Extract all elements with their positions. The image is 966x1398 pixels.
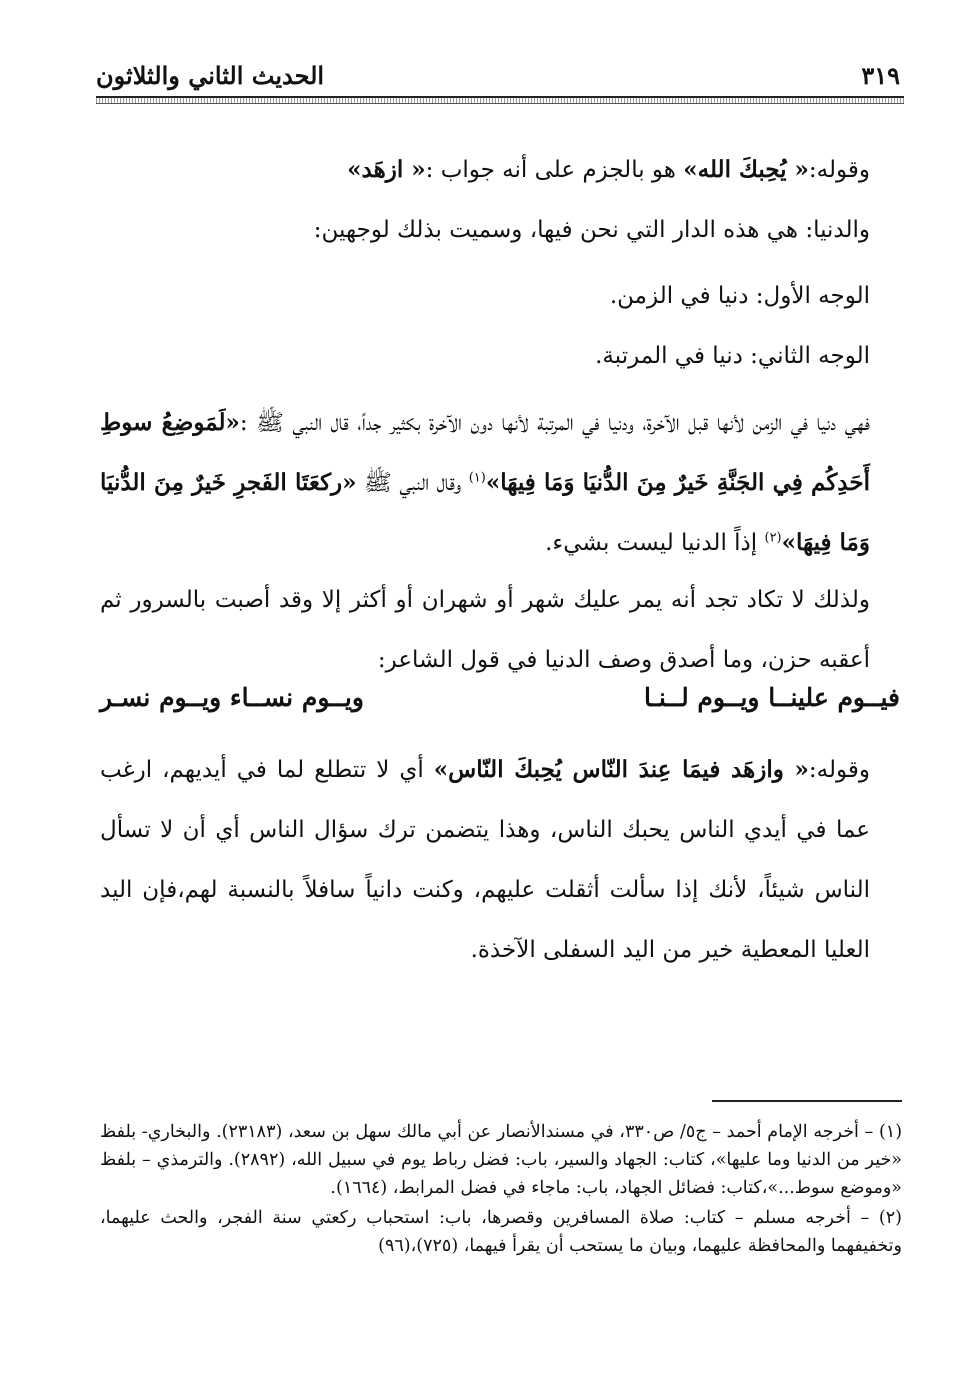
text-segment: وقوله: [808,157,870,183]
page-number: ٣١٩ [861,60,900,90]
paragraph-1 [100,140,870,200]
text-segment: وقوله: [808,757,870,783]
footnote-1: (١) – أخرجه الإمام أحمد – ج٥/ ص٣٣٠، في مسندالأنصار عن أبي مالك سهل بن سعد، (٢٣١٨٣). والبخاري- بلفظ «خير من الدنيا وما عليها»، كتاب: الجهاد والسير، باب: فضل رباط يوم في سبيل الله، (٢٨٩٢). والترمذي – بلفظ «وموضع سوط...»،كتاب: فضائل الجهاد، باب: ماجاء في فضل المرابط، (١٦٦٤). [100,1122,903,1198]
paragraph-5 [100,393,870,573]
text-segment: أي لا تتطلع لما في أيديهم، ارغب عما في أيدي الناس يحبك الناس، وهذا يتضمن ترك سؤال الناس أي أن لا تسأل الناس شيئاً، لأنك إذا سألت أثقلت عليهم، وكنت دانياً سافلاً بالنسبة لهم،فإن اليد العليا المعطية خير من اليد السفلى الآخذة. [100,757,870,963]
text-segment: وقال النبي ﷺ [356,470,469,496]
footnote-ref-2[interactable]: (٢) [764,530,782,546]
hadith-quote: « ازهَد» [347,156,426,183]
running-title: الحديث الثاني والثلاثون [96,60,325,90]
hadith-quote: « وازهَد فيمَا عِندَ النّاس يُحِبكَ النّاس» [433,756,809,783]
footnote-ref-1[interactable]: (١) [468,470,486,486]
text-segment: إذاً الدنيا ليست بشيء. [545,530,765,556]
hadith-quote: « يُحِبكَ الله» [683,156,809,183]
page-header [96,58,900,92]
poem-first-hemistich: فيــوم علينــا ويــوم لــنـا [643,682,900,712]
paragraph-4: الوجه الثاني: دنيا في المرتبة. [595,343,870,369]
hadith-quote: «ركعَتَا الفَجرِ خَيرٌ مِنَ الدُّنيَا وَمَا فِيهَا» [100,469,870,556]
paragraph-7 [100,740,870,980]
text-segment: فهي دنيا في الزمن لأنها قبل الآخرة، ودنيا في المرتبة لأنها دون الآخرة بكثير جداً، قال النبي ﷺ : [239,410,870,436]
paragraph-3: الوجه الأول: دنيا في الزمن. [609,283,870,309]
poem-second-hemistich: ويــوم نســاء ويــوم نسـر [100,682,364,712]
footnotes [100,1118,902,1262]
footnote-2: (٢) – أخرجه مسلم – كتاب: صلاة المسافرين وقصرها، باب: استحباب ركعتي سنة الفجر، والحث عليهما، وتخفيفهما والمحافظة عليهما، وبيان ما يستحب أن يقرأ فيهما، (٧٢٥)،(٩٦) [100,1208,902,1256]
header-rule [96,96,904,104]
paragraph-2: والدنيا: هي هذه الدار التي نحن فيها، وسميت بذلك لوجهين: [313,217,870,243]
hadith-quote: «لَمَوضِعُ سوطِ أَحَدِكُم فِي الجَنَّةِ خَيرٌ مِنَ الدُّنيَا وَمَا فِيهَا» [100,409,870,496]
paragraph-6: ولذلك لا تكاد تجد أنه يمر عليك شهر أو شهران أو أكثر إلا وقد أصبت بالسرور ثم أعقبه حزن، وما أصدق وصف الدنيا في قول الشاعر: [100,587,870,673]
poem-verse [100,672,900,722]
text-segment: هو بالجزم على أنه جواب : [425,157,684,183]
footnote-separator [712,1100,902,1102]
